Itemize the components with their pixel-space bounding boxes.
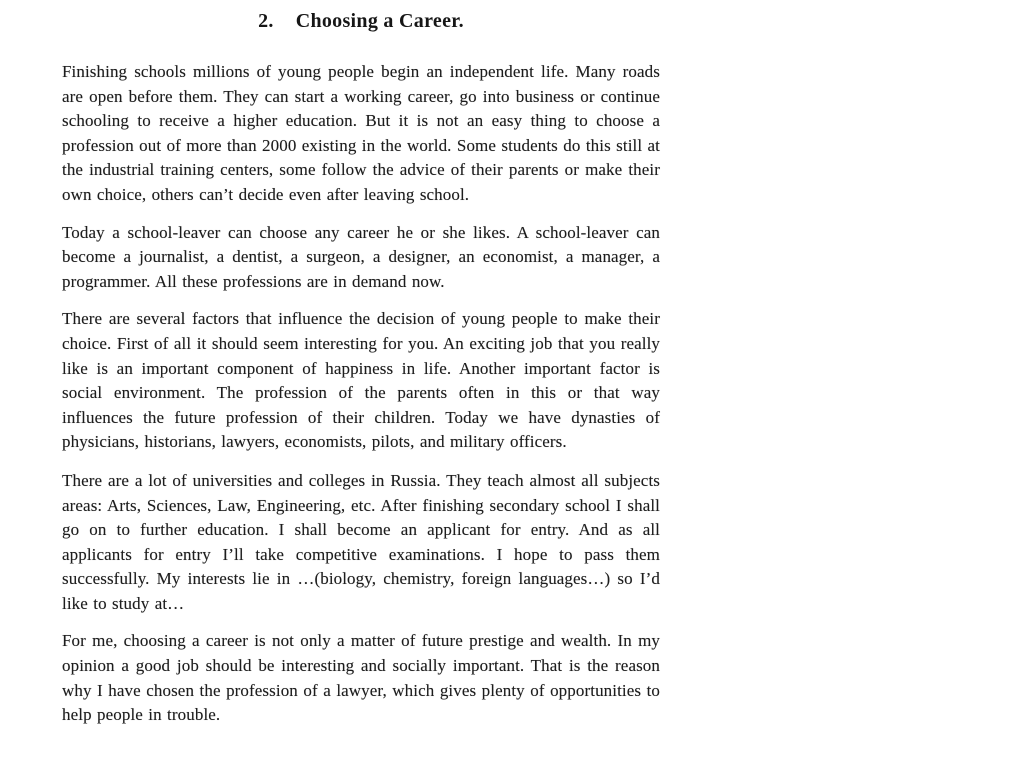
title-number: 2. xyxy=(258,10,274,32)
paragraph-2: Today a school-leaver can choose any career he or she likes. A school-leaver can become a journalist, a dentist, a surgeon, a designer, an economist, a manager, a programmer. All these professions are in demand now. xyxy=(62,222,660,291)
paragraph-5: For me, choosing a career is not only a matter of future prestige and wealth. In my opinion a good job should be interesting and socially important. That is the reason why I have chosen the profession of a lawyer, which gives plenty of opportunities to help people in trouble. xyxy=(62,631,660,725)
text-column xyxy=(62,10,660,741)
title-text: Choosing a Career. xyxy=(295,10,464,32)
paragraph-4: There are a lot of universities and colleges in Russia. They teach almost all subjects areas: Arts, Sciences, Law, Engineering, etc. After finishing secondary school I shall go on to further education. I shall become an applicant for entry. And as all applicants for entry I’ll take competitive examinations. I hope to pass them successfully. My interests lie in …(biology, chemistry, foreign languages…) so I’d like to study at… xyxy=(62,470,660,613)
page-title xyxy=(62,10,660,33)
paragraph-3: There are several factors that influence the decision of young people to make their choice. First of all it should seem interesting for you. An exciting job that you really like is an important component of happiness in life. Another important factor is social environment. The profession of the parents often in this or that way influences the future profession of their children. Today we have dynasties of physicians, historians, lawyers, economists, pilots, and military officers. xyxy=(62,309,660,452)
paragraph-1: Finishing schools millions of young people begin an independent life. Many roads are open before them. They can start a working career, go into business or continue schooling to receive a higher education. But it is not an easy thing to choose a profession out of more than 2000 existing in the world. Some students do this still at the industrial training centers, some follow the advice of their parents or make their own choice, others can’t decide even after leaving school. xyxy=(62,62,660,204)
